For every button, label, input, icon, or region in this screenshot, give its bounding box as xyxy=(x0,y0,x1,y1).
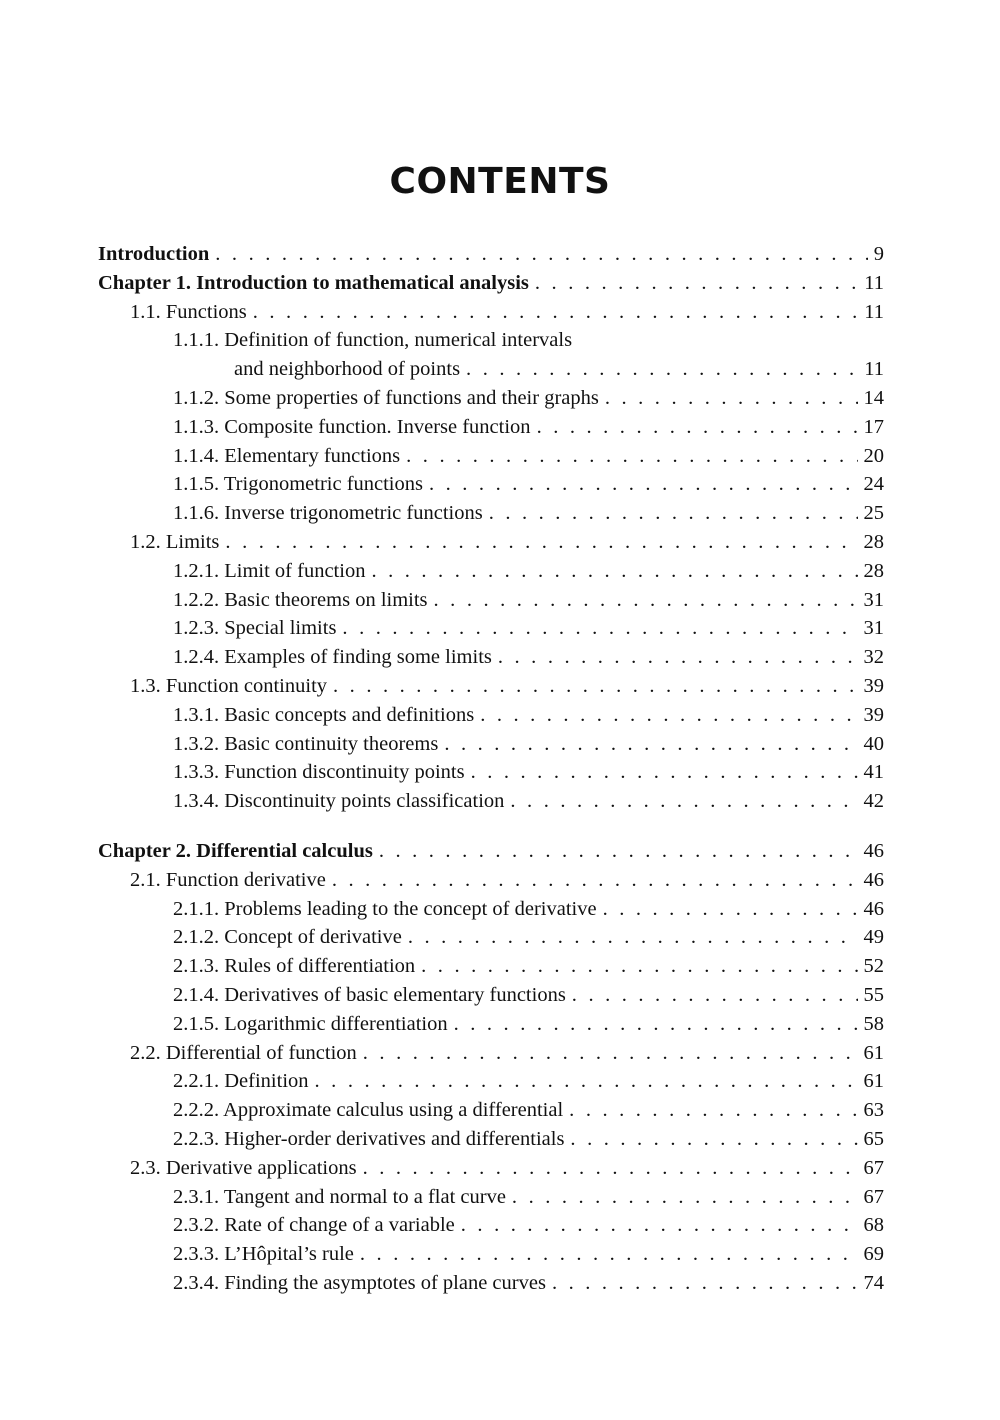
toc-dot-leader xyxy=(466,355,858,384)
toc-dot-leader xyxy=(429,470,858,499)
toc-chapter-entry[interactable] xyxy=(98,837,884,866)
toc-dot-leader xyxy=(332,866,858,895)
toc-subsection-entry[interactable] xyxy=(98,1067,884,1096)
toc-entry-title: 2.1.4. Derivatives of basic elementary functions xyxy=(173,983,566,1006)
toc-subsection-entry[interactable] xyxy=(98,895,884,924)
toc-entry-title: 1.1.6. Inverse trigonometric functions xyxy=(173,502,483,525)
toc-chapter-entry[interactable] xyxy=(98,240,884,269)
toc-entry-title: 2.3.4. Finding the asymptotes of plane curves xyxy=(173,1271,546,1294)
toc-subsection-entry[interactable] xyxy=(98,1240,884,1269)
toc-page-number: 49 xyxy=(863,926,884,949)
toc-subsection-entry[interactable] xyxy=(98,981,884,1010)
toc-page-number: 55 xyxy=(863,983,884,1006)
toc-page-number: 24 xyxy=(863,473,884,496)
toc-subsection-entry[interactable] xyxy=(98,952,884,981)
toc-page-number: 46 xyxy=(863,868,884,891)
toc-entry-title: 1.2.2. Basic theorems on limits xyxy=(173,588,428,611)
toc-page-number: 31 xyxy=(863,588,884,611)
toc-entry-title: 1.2. Limits xyxy=(130,530,220,553)
toc-subsection-entry[interactable] xyxy=(98,923,884,952)
toc-dot-leader xyxy=(480,701,857,730)
toc-section-entry[interactable] xyxy=(98,298,884,327)
toc-subsection-entry[interactable] xyxy=(98,643,884,672)
toc-subsection-entry[interactable] xyxy=(98,326,884,355)
toc-entry-title: 2.3. Derivative applications xyxy=(130,1156,357,1179)
toc-page-number: 31 xyxy=(863,617,884,640)
toc-dot-leader xyxy=(253,298,859,327)
toc-dot-leader xyxy=(342,614,857,643)
toc-entry-title: 1.3.4. Discontinuity points classification xyxy=(173,790,505,813)
toc-dot-leader xyxy=(512,1183,858,1212)
toc-page-number: 11 xyxy=(864,271,884,294)
toc-subsection-entry[interactable] xyxy=(98,413,884,442)
toc-entry-title: and neighborhood of points xyxy=(234,358,461,381)
toc-subsection-entry[interactable] xyxy=(98,1125,884,1154)
toc-page-number: 28 xyxy=(863,530,884,553)
toc-entry-title: 1.1.1. Definition of function, numerical intervals xyxy=(173,329,573,352)
toc-dot-leader xyxy=(498,643,858,672)
toc-dot-leader xyxy=(444,730,857,759)
toc-page-number: 68 xyxy=(863,1214,884,1237)
toc-dot-leader xyxy=(603,895,858,924)
toc-subsection-entry[interactable] xyxy=(98,1096,884,1125)
toc-dot-leader xyxy=(333,672,857,701)
toc-page-number: 28 xyxy=(863,559,884,582)
toc-page-number: 46 xyxy=(863,839,884,862)
toc-dot-leader xyxy=(379,837,858,866)
toc-subsection-entry[interactable] xyxy=(98,1183,884,1212)
toc-subsection-entry[interactable] xyxy=(98,442,884,471)
toc-entry-title: 1.3.2. Basic continuity theorems xyxy=(173,732,439,755)
toc-dot-leader xyxy=(461,1211,858,1240)
toc-section-entry[interactable] xyxy=(98,1039,884,1068)
toc-entry-title: 1.2.3. Special limits xyxy=(173,617,337,640)
toc-entry-title: 2.1.3. Rules of differentiation xyxy=(173,955,416,978)
toc-page-number: 20 xyxy=(863,444,884,467)
toc-page-number: 42 xyxy=(863,790,884,813)
toc-section-entry[interactable] xyxy=(98,672,884,701)
toc-page-number: 74 xyxy=(863,1271,884,1294)
toc-chapter-entry[interactable] xyxy=(98,269,884,298)
toc-entry-title: Chapter 2. Differential calculus xyxy=(98,839,373,862)
toc-page-number: 32 xyxy=(863,646,884,669)
toc-entry-title: 1.3.1. Basic concepts and definitions xyxy=(173,703,475,726)
toc-page-number: 65 xyxy=(863,1127,884,1150)
toc-page-number: 58 xyxy=(863,1012,884,1035)
toc-page-number: 25 xyxy=(863,502,884,525)
table-of-contents xyxy=(98,240,884,1298)
toc-subsection-entry[interactable] xyxy=(98,701,884,730)
toc-entry-title: 2.1. Function derivative xyxy=(130,868,326,891)
toc-dot-leader xyxy=(510,787,857,816)
toc-subsection-entry[interactable] xyxy=(98,586,884,615)
toc-entry-title: Introduction xyxy=(98,243,210,265)
toc-entry-title: 2.2.3. Higher-order derivatives and differentials xyxy=(173,1127,565,1150)
toc-entry-title: 1.2.1. Limit of function xyxy=(173,559,366,582)
toc-dot-leader xyxy=(471,758,858,787)
toc-entry-title: 2.1.1. Problems leading to the concept of derivative xyxy=(173,897,597,920)
toc-section-entry[interactable] xyxy=(98,866,884,895)
toc-page-number: 67 xyxy=(863,1156,884,1179)
toc-dot-leader xyxy=(569,1096,857,1125)
toc-page-number: 61 xyxy=(863,1041,884,1064)
toc-dot-leader xyxy=(363,1154,858,1183)
toc-dot-leader xyxy=(434,586,858,615)
toc-subsection-entry[interactable] xyxy=(98,1211,884,1240)
toc-dot-leader xyxy=(572,981,858,1010)
toc-subsection-entry[interactable] xyxy=(98,384,884,413)
toc-dot-leader xyxy=(570,1125,857,1154)
toc-subsection-entry[interactable] xyxy=(98,557,884,586)
toc-section-entry[interactable] xyxy=(98,1154,884,1183)
toc-entry-title: 2.1.2. Concept of derivative xyxy=(173,926,402,949)
toc-page-number: 39 xyxy=(863,674,884,697)
toc-subsection-entry[interactable] xyxy=(98,1269,884,1298)
toc-entry-title: 2.2.1. Definition xyxy=(173,1070,309,1093)
toc-entry-title: 1.1.4. Elementary functions xyxy=(173,444,401,467)
toc-subsection-entry[interactable] xyxy=(98,730,884,759)
toc-subsection-entry[interactable] xyxy=(98,470,884,499)
toc-dot-leader xyxy=(360,1240,858,1269)
toc-entry-title: 1.1.2. Some properties of functions and their graphs xyxy=(173,386,599,409)
toc-dot-leader xyxy=(215,240,867,269)
toc-subsection-entry[interactable] xyxy=(98,614,884,643)
toc-page-number: 67 xyxy=(863,1185,884,1208)
toc-dot-leader xyxy=(421,952,857,981)
toc-entry-title: Chapter 1. Introduction to mathematical analysis xyxy=(98,271,529,294)
toc-page-number: 40 xyxy=(863,732,884,755)
toc-page-number: 14 xyxy=(863,386,884,409)
toc-dot-leader xyxy=(535,269,858,298)
toc-dot-leader xyxy=(552,1269,858,1298)
toc-subsection-entry[interactable] xyxy=(98,758,884,787)
toc-dot-leader xyxy=(225,528,857,557)
toc-dot-leader xyxy=(406,442,857,471)
toc-entry-title: 2.1.5. Logarithmic differentiation xyxy=(173,1012,448,1035)
toc-dot-leader xyxy=(363,1039,858,1068)
toc-entry-title: 1.1.3. Composite function. Inverse function xyxy=(173,415,531,438)
toc-entry-title: 2.2. Differential of function xyxy=(130,1041,357,1064)
toc-dot-leader xyxy=(371,557,857,586)
toc-entry-title: 1.1. Functions xyxy=(130,300,247,323)
toc-dot-leader xyxy=(537,413,858,442)
toc-entry-title: 2.3.2. Rate of change of a variable xyxy=(173,1214,455,1237)
toc-page-number: 46 xyxy=(863,897,884,920)
toc-dot-leader xyxy=(315,1067,858,1096)
toc-page-number: 11 xyxy=(864,358,884,381)
toc-page-number: 69 xyxy=(863,1243,884,1266)
toc-page-number: 9 xyxy=(873,243,884,265)
toc-section-entry[interactable] xyxy=(98,528,884,557)
toc-entry-title: 1.3.3. Function discontinuity points xyxy=(173,761,465,784)
toc-page-number: 61 xyxy=(863,1070,884,1093)
toc-page-number: 17 xyxy=(863,415,884,438)
toc-entry-title: 1.1.5. Trigonometric functions xyxy=(173,473,423,496)
toc-dot-leader xyxy=(454,1010,858,1039)
toc-page-number: 39 xyxy=(863,703,884,726)
toc-page-number: 11 xyxy=(864,300,884,323)
toc-page-number: 41 xyxy=(863,761,884,784)
toc-page-number: 63 xyxy=(863,1099,884,1122)
toc-entry-title: 1.3. Function continuity xyxy=(130,674,328,697)
toc-dot-leader xyxy=(489,499,858,528)
toc-entry-title: 2.3.1. Tangent and normal to a flat curve xyxy=(173,1185,506,1208)
toc-entry-title: 2.2.2. Approximate calculus using a differential xyxy=(173,1099,564,1122)
page-title: CONTENTS xyxy=(389,161,611,202)
toc-page-number: 52 xyxy=(863,955,884,978)
toc-subsection-entry[interactable] xyxy=(98,1010,884,1039)
toc-dot-leader xyxy=(605,384,858,413)
toc-entry-title: 1.2.4. Examples of finding some limits xyxy=(173,646,492,669)
toc-entry-title: 2.3.3. L’Hôpital’s rule xyxy=(173,1243,354,1266)
toc-subsection-entry[interactable] xyxy=(98,787,884,816)
toc-subsection-entry[interactable] xyxy=(98,499,884,528)
toc-subsection-entry[interactable] xyxy=(98,355,884,384)
toc-dot-leader xyxy=(408,923,858,952)
